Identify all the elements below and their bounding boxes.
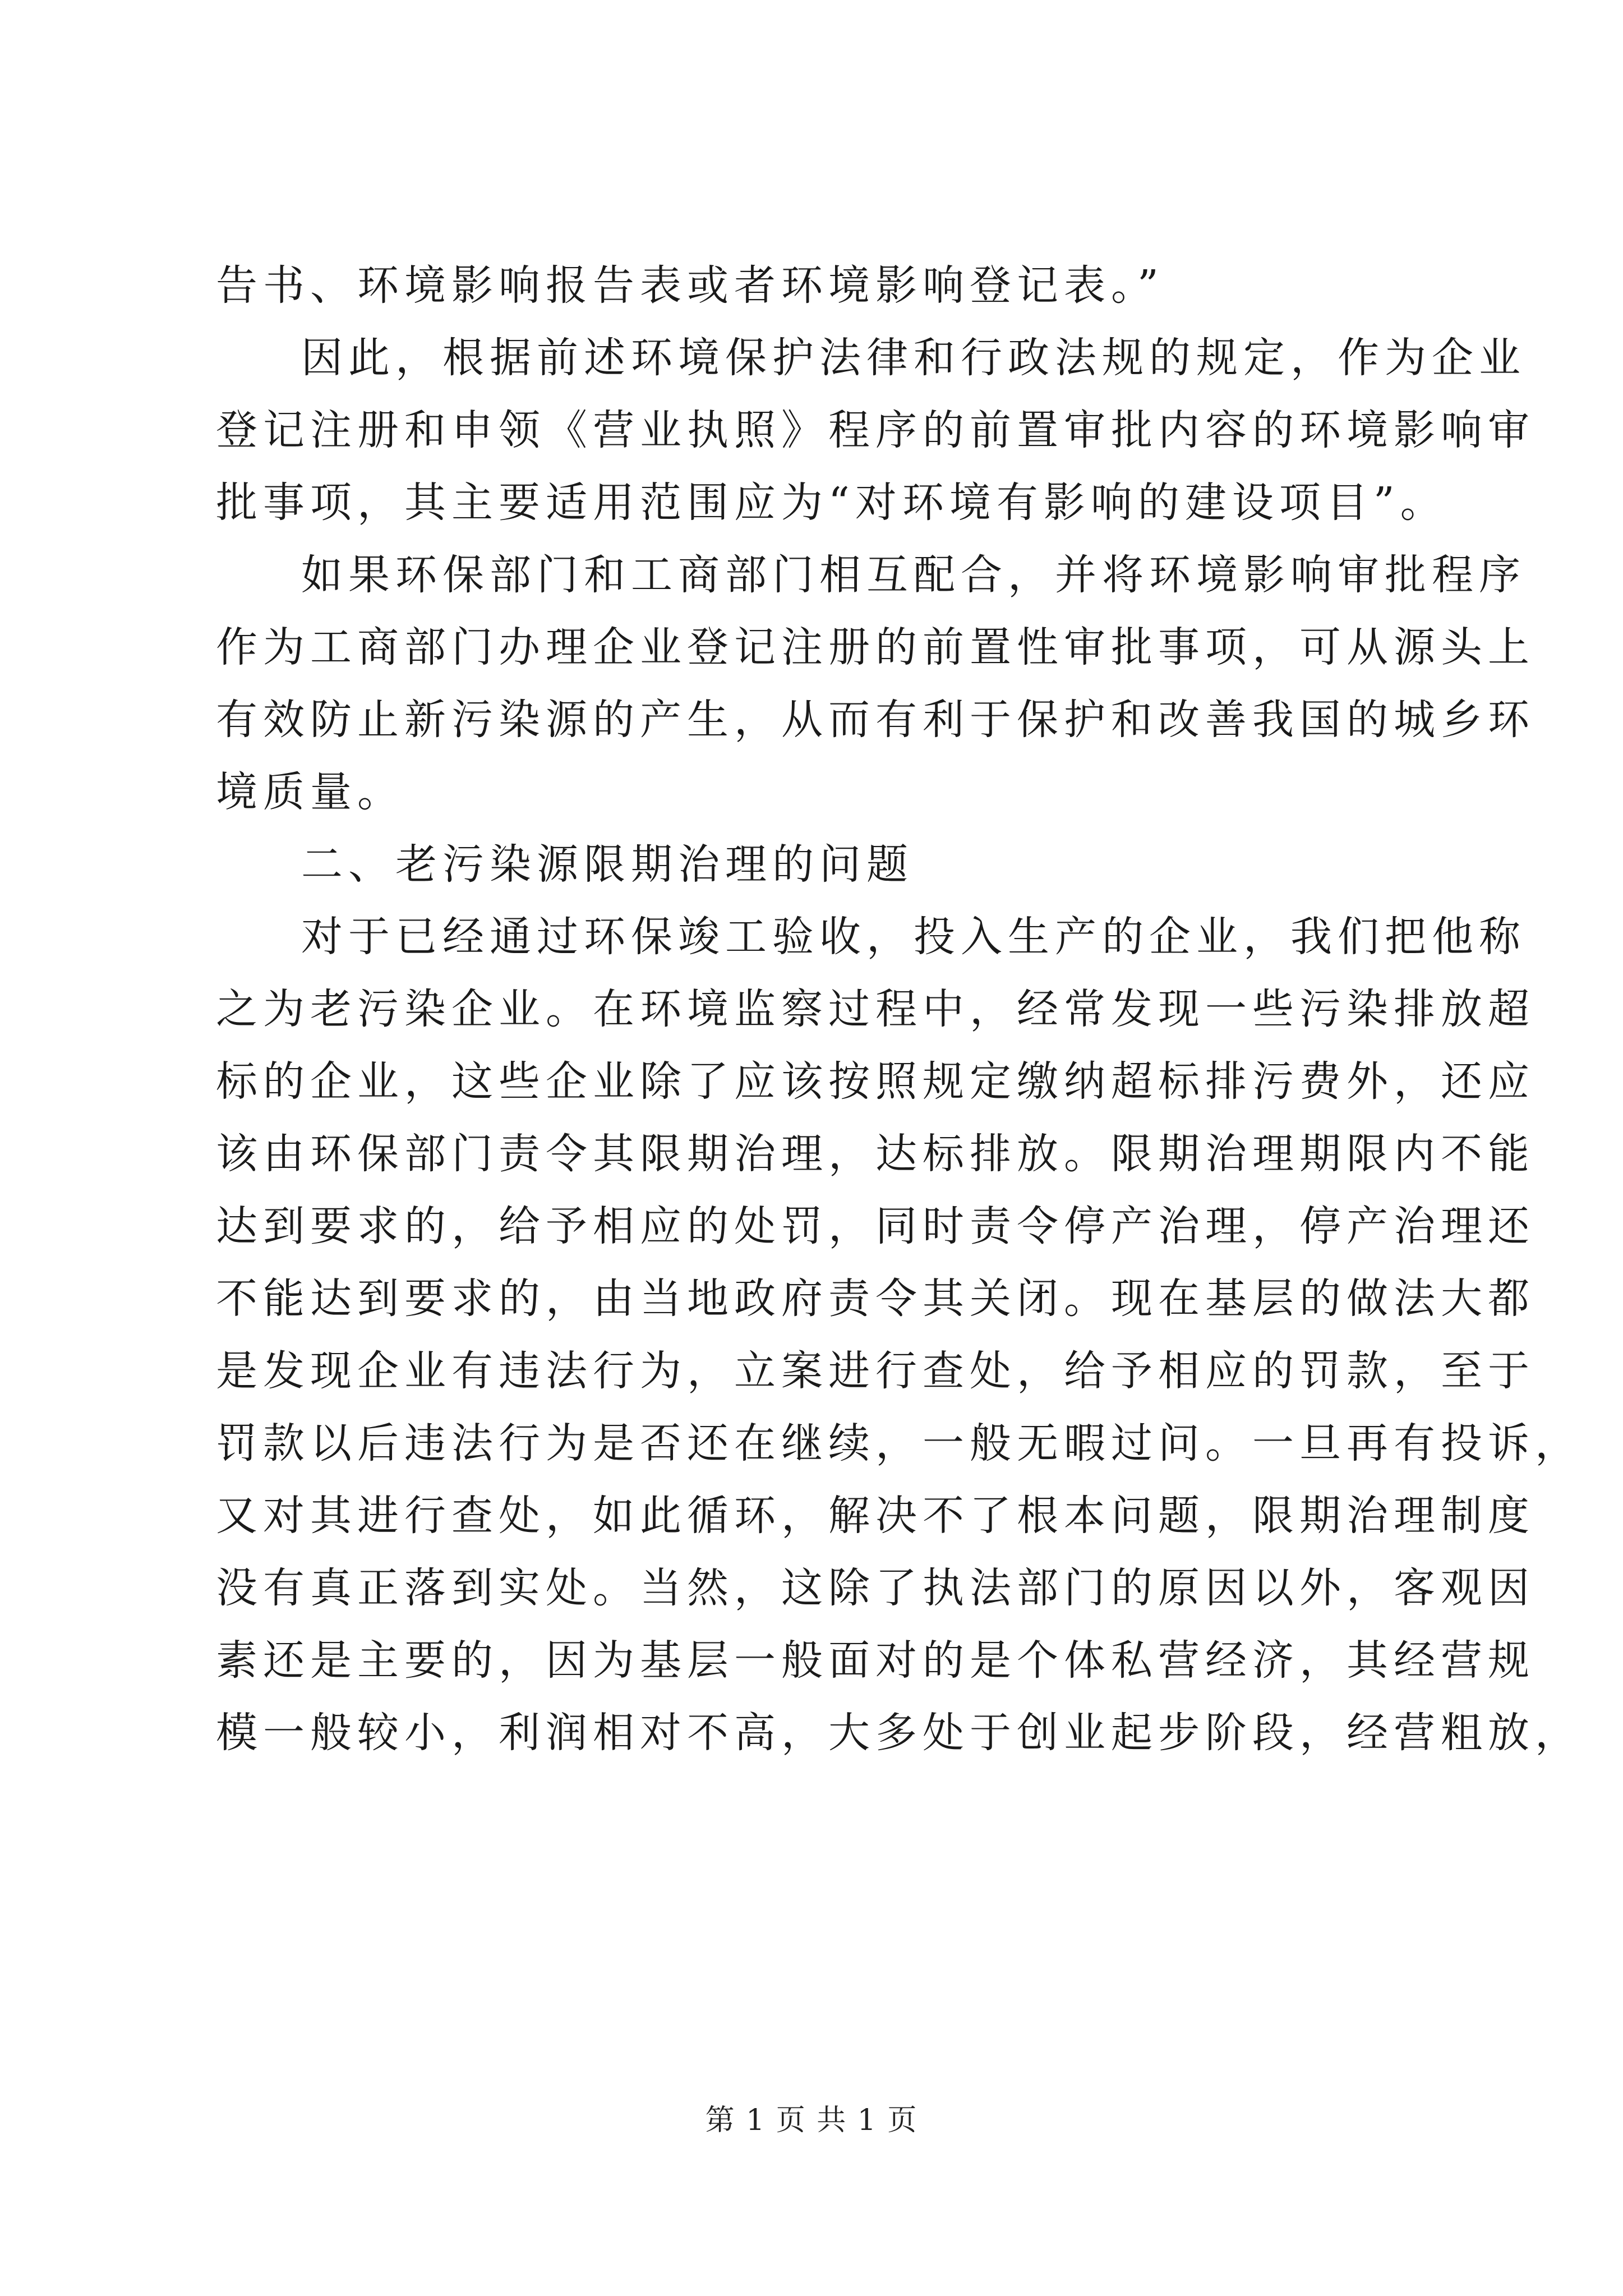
text-line: 境质量。 [216,768,404,816]
text-line: 不能达到要求的，由当地政府责令其关闭。现在基层的做法大都 [216,1274,1535,1323]
text-line: 之为老污染企业。在环境监察过程中，经常发现一些污染排放超 [216,985,1535,1033]
page-number-label: 第 1 页 共 1 页 [705,2104,918,2137]
text-line: 批事项，其主要适用范围应为“对环境有影响的建设项目”。 [216,478,1447,527]
section-heading: 二、老污染源限期治理的问题 [301,840,914,889]
text-line: 是发现企业有违法行为，立案进行查处，给予相应的罚款，至于 [216,1347,1535,1395]
text-line: 又对其进行查处，如此循环，解决不了根本问题，限期治理制度 [216,1492,1535,1540]
paragraph-start-line: 对于已经通过环保竣工验收，投入生产的企业，我们把他称 [301,913,1526,961]
text-line: 作为工商部门办理企业登记注册的前置性审批事项，可从源头上 [216,623,1535,671]
text-line: 有效防止新污染源的产生，从而有利于保护和改善我国的城乡环 [216,696,1535,744]
page-footer [0,2101,1623,2140]
paragraph-start-line: 如果环保部门和工商部门相互配合，并将环境影响审批程序 [301,551,1526,599]
text-line: 标的企业，这些企业除了应该按照规定缴纳超标排污费外，还应 [216,1057,1535,1106]
text-line: 素还是主要的，因为基层一般面对的是个体私营经济，其经营规 [216,1636,1535,1685]
paragraph-start-line: 因此，根据前述环境保护法律和行政法规的规定，作为企业 [301,334,1526,382]
document-body [216,250,1582,1769]
text-line: 没有真正落到实处。当然，这除了执法部门的原因以外，客观因 [216,1564,1535,1612]
text-line: 登记注册和申领《营业执照》程序的前置审批内容的环境影响审 [216,406,1535,454]
text-line: 告书、环境影响报告表或者环境影响登记表。” [216,261,1164,310]
text-line: 该由环保部门责令其限期治理，达标排放。限期治理期限内不能 [216,1130,1535,1178]
text-line: 模一般较小，利润相对不高，大多处于创业起步阶段，经营粗放， [216,1709,1582,1757]
text-line: 达到要求的，给予相应的处罚，同时责令停产治理，停产治理还 [216,1202,1535,1250]
text-line: 罚款以后违法行为是否还在继续，一般无暇过问。一旦再有投诉， [216,1419,1582,1467]
